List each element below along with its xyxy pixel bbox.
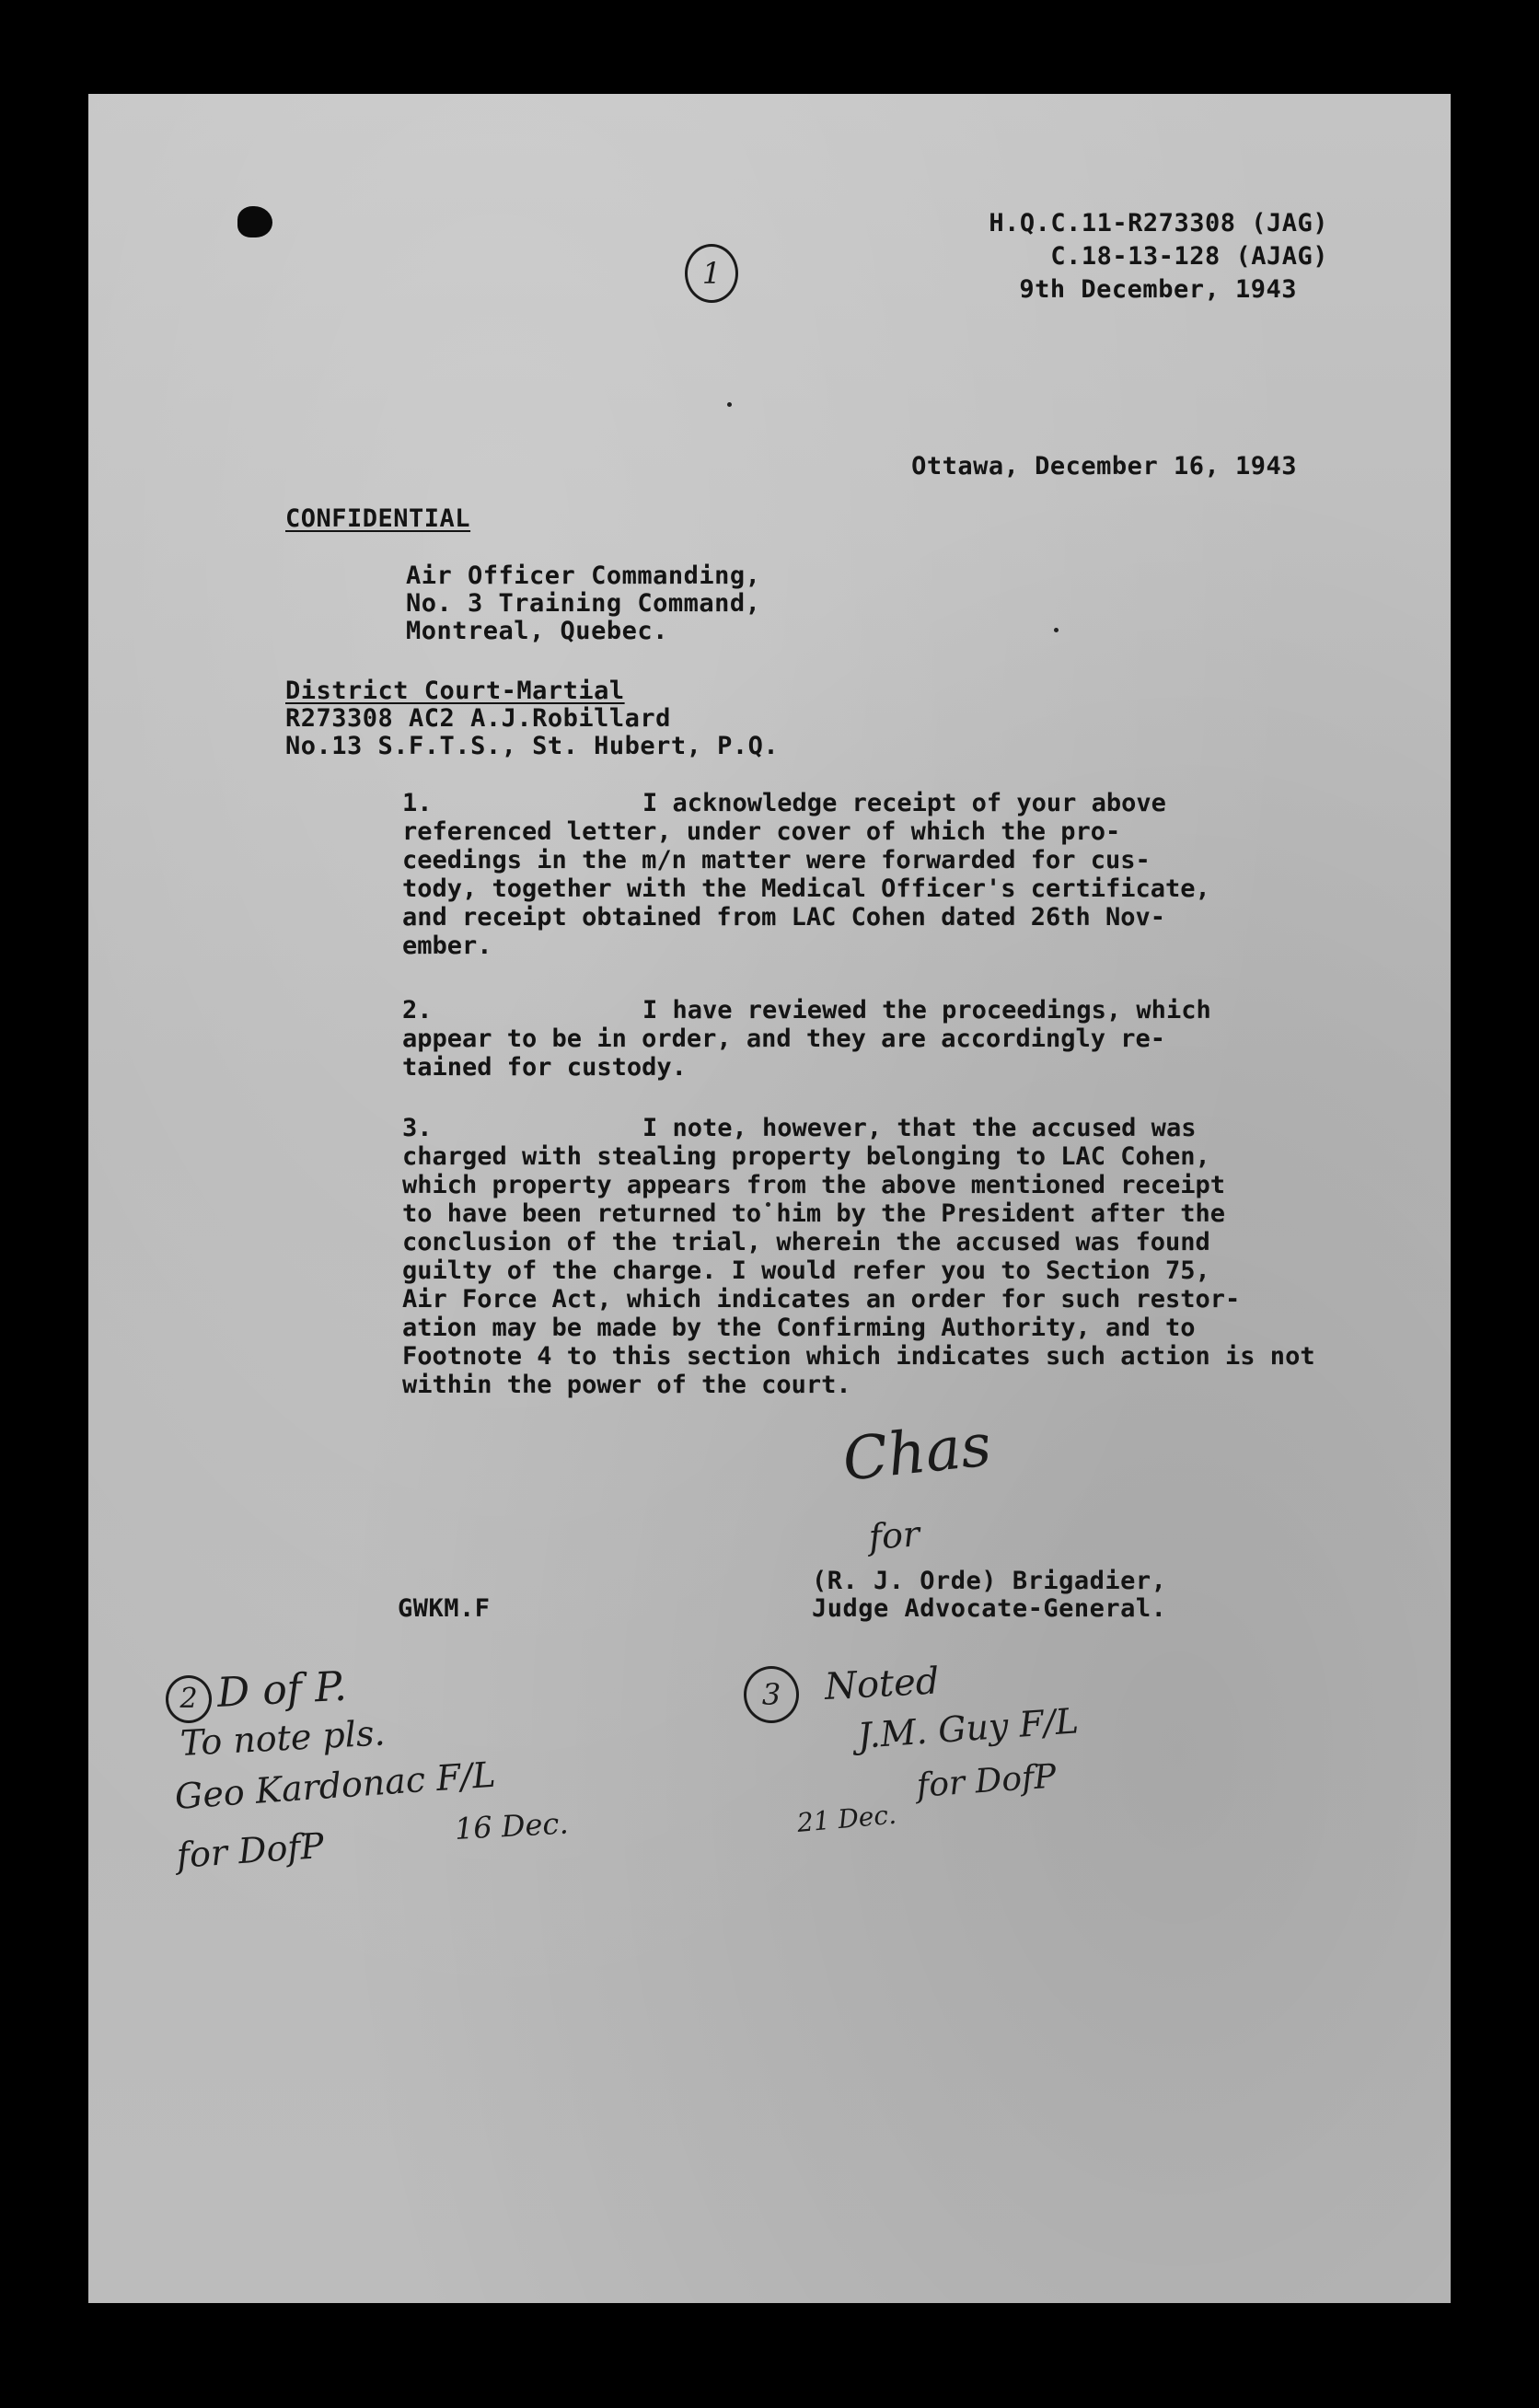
paragraph-line: and receipt obtained from LAC Cohen dated 26th Nov- <box>402 903 1166 932</box>
reference-line-2: C.18-13-128 (AJAG) <box>1050 242 1328 271</box>
circled-number-3: 3 <box>744 1666 799 1723</box>
paragraph-line: ceedings in the m/n matter were forwarded for cus- <box>402 846 1151 874</box>
note-right-line-3: for DofP <box>915 1757 1058 1805</box>
addressee-line-1: Air Officer Commanding, <box>406 561 761 590</box>
reference-line-1: H.Q.C.11-R273308 (JAG) <box>989 209 1328 237</box>
note-left-date: 16 Dec. <box>454 1805 570 1847</box>
subject-line-2: No.13 S.F.T.S., St. Hubert, P.Q. <box>285 732 780 760</box>
hole-punch <box>237 206 272 237</box>
subject-title: District Court-Martial <box>285 677 625 705</box>
signature-title: Judge Advocate-General. <box>812 1594 1167 1623</box>
handwritten-for: for <box>867 1513 921 1557</box>
note-left-line-4: for DofP <box>175 1824 326 1876</box>
document-page <box>88 94 1451 2303</box>
paragraph-line: I note, however, that the accused was <box>642 1114 1197 1142</box>
paragraph-line: which property appears from the above mentioned receipt <box>402 1171 1226 1199</box>
signature-name: (R. J. Orde) Brigadier, <box>812 1567 1167 1595</box>
paragraph-line: Air Force Act, which indicates an order for such restor- <box>402 1285 1241 1314</box>
circled-number-2: 2 <box>166 1675 212 1723</box>
paragraph-line: tody, together with the Medical Officer's certificate, <box>402 874 1210 903</box>
subject-line-1: R273308 AC2 A.J.Robillard <box>285 704 671 733</box>
paragraph-line: I acknowledge receipt of your above <box>642 789 1166 817</box>
paragraph-number: 1. <box>402 789 433 817</box>
typist-initials: GWKM.F <box>398 1594 491 1623</box>
handwritten-signature: Chas <box>839 1411 995 1495</box>
note-right-date: 21 Dec. <box>795 1799 898 1838</box>
note-left-line-2: To note pls. <box>179 1712 387 1764</box>
paragraph-line: conclusion of the trial, wherein the accused was found <box>402 1228 1210 1256</box>
paragraph-line: tained for custody. <box>402 1053 687 1082</box>
paper-speck <box>1054 628 1059 632</box>
place-date: Ottawa, December 16, 1943 <box>911 452 1297 480</box>
paragraph-line: charged with stealing property belonging to LAC Cohen, <box>402 1142 1210 1171</box>
note-right-line-2: J.M. Guy F/L <box>856 1700 1081 1756</box>
paragraph-line: appear to be in order, and they are accordingly re- <box>402 1025 1166 1053</box>
classification: CONFIDENTIAL <box>285 504 471 533</box>
note-right-line-1: Noted <box>823 1660 941 1708</box>
paragraph-line: to have been returned to him by the President after the <box>402 1199 1226 1228</box>
note-left-line-1: D of P. <box>215 1662 348 1717</box>
circled-number-1: 1 <box>685 244 738 303</box>
paragraph-line: referenced letter, under cover of which the pro- <box>402 817 1121 846</box>
reference-date: 9th December, 1943 <box>1019 275 1297 304</box>
paragraph-line: within the power of the court. <box>402 1371 851 1399</box>
paragraph-line: guilty of the charge. I would refer you to Section 75, <box>402 1256 1210 1285</box>
addressee-line-2: No. 3 Training Command, <box>406 589 761 618</box>
paper-speck <box>727 402 732 407</box>
addressee-line-3: Montreal, Quebec. <box>406 617 668 645</box>
paragraph-line: I have reviewed the proceedings, which <box>642 996 1211 1025</box>
paragraph-number: 3. <box>402 1114 433 1142</box>
paragraph-number: 2. <box>402 996 433 1025</box>
paragraph-line: ember. <box>402 932 492 960</box>
paragraph-line: ation may be made by the Confirming Authority, and to <box>402 1314 1196 1342</box>
note-left-line-3: Geo Kardonac F/L <box>173 1754 497 1817</box>
paragraph-line: Footnote 4 to this section which indicates such action is not <box>402 1342 1315 1371</box>
